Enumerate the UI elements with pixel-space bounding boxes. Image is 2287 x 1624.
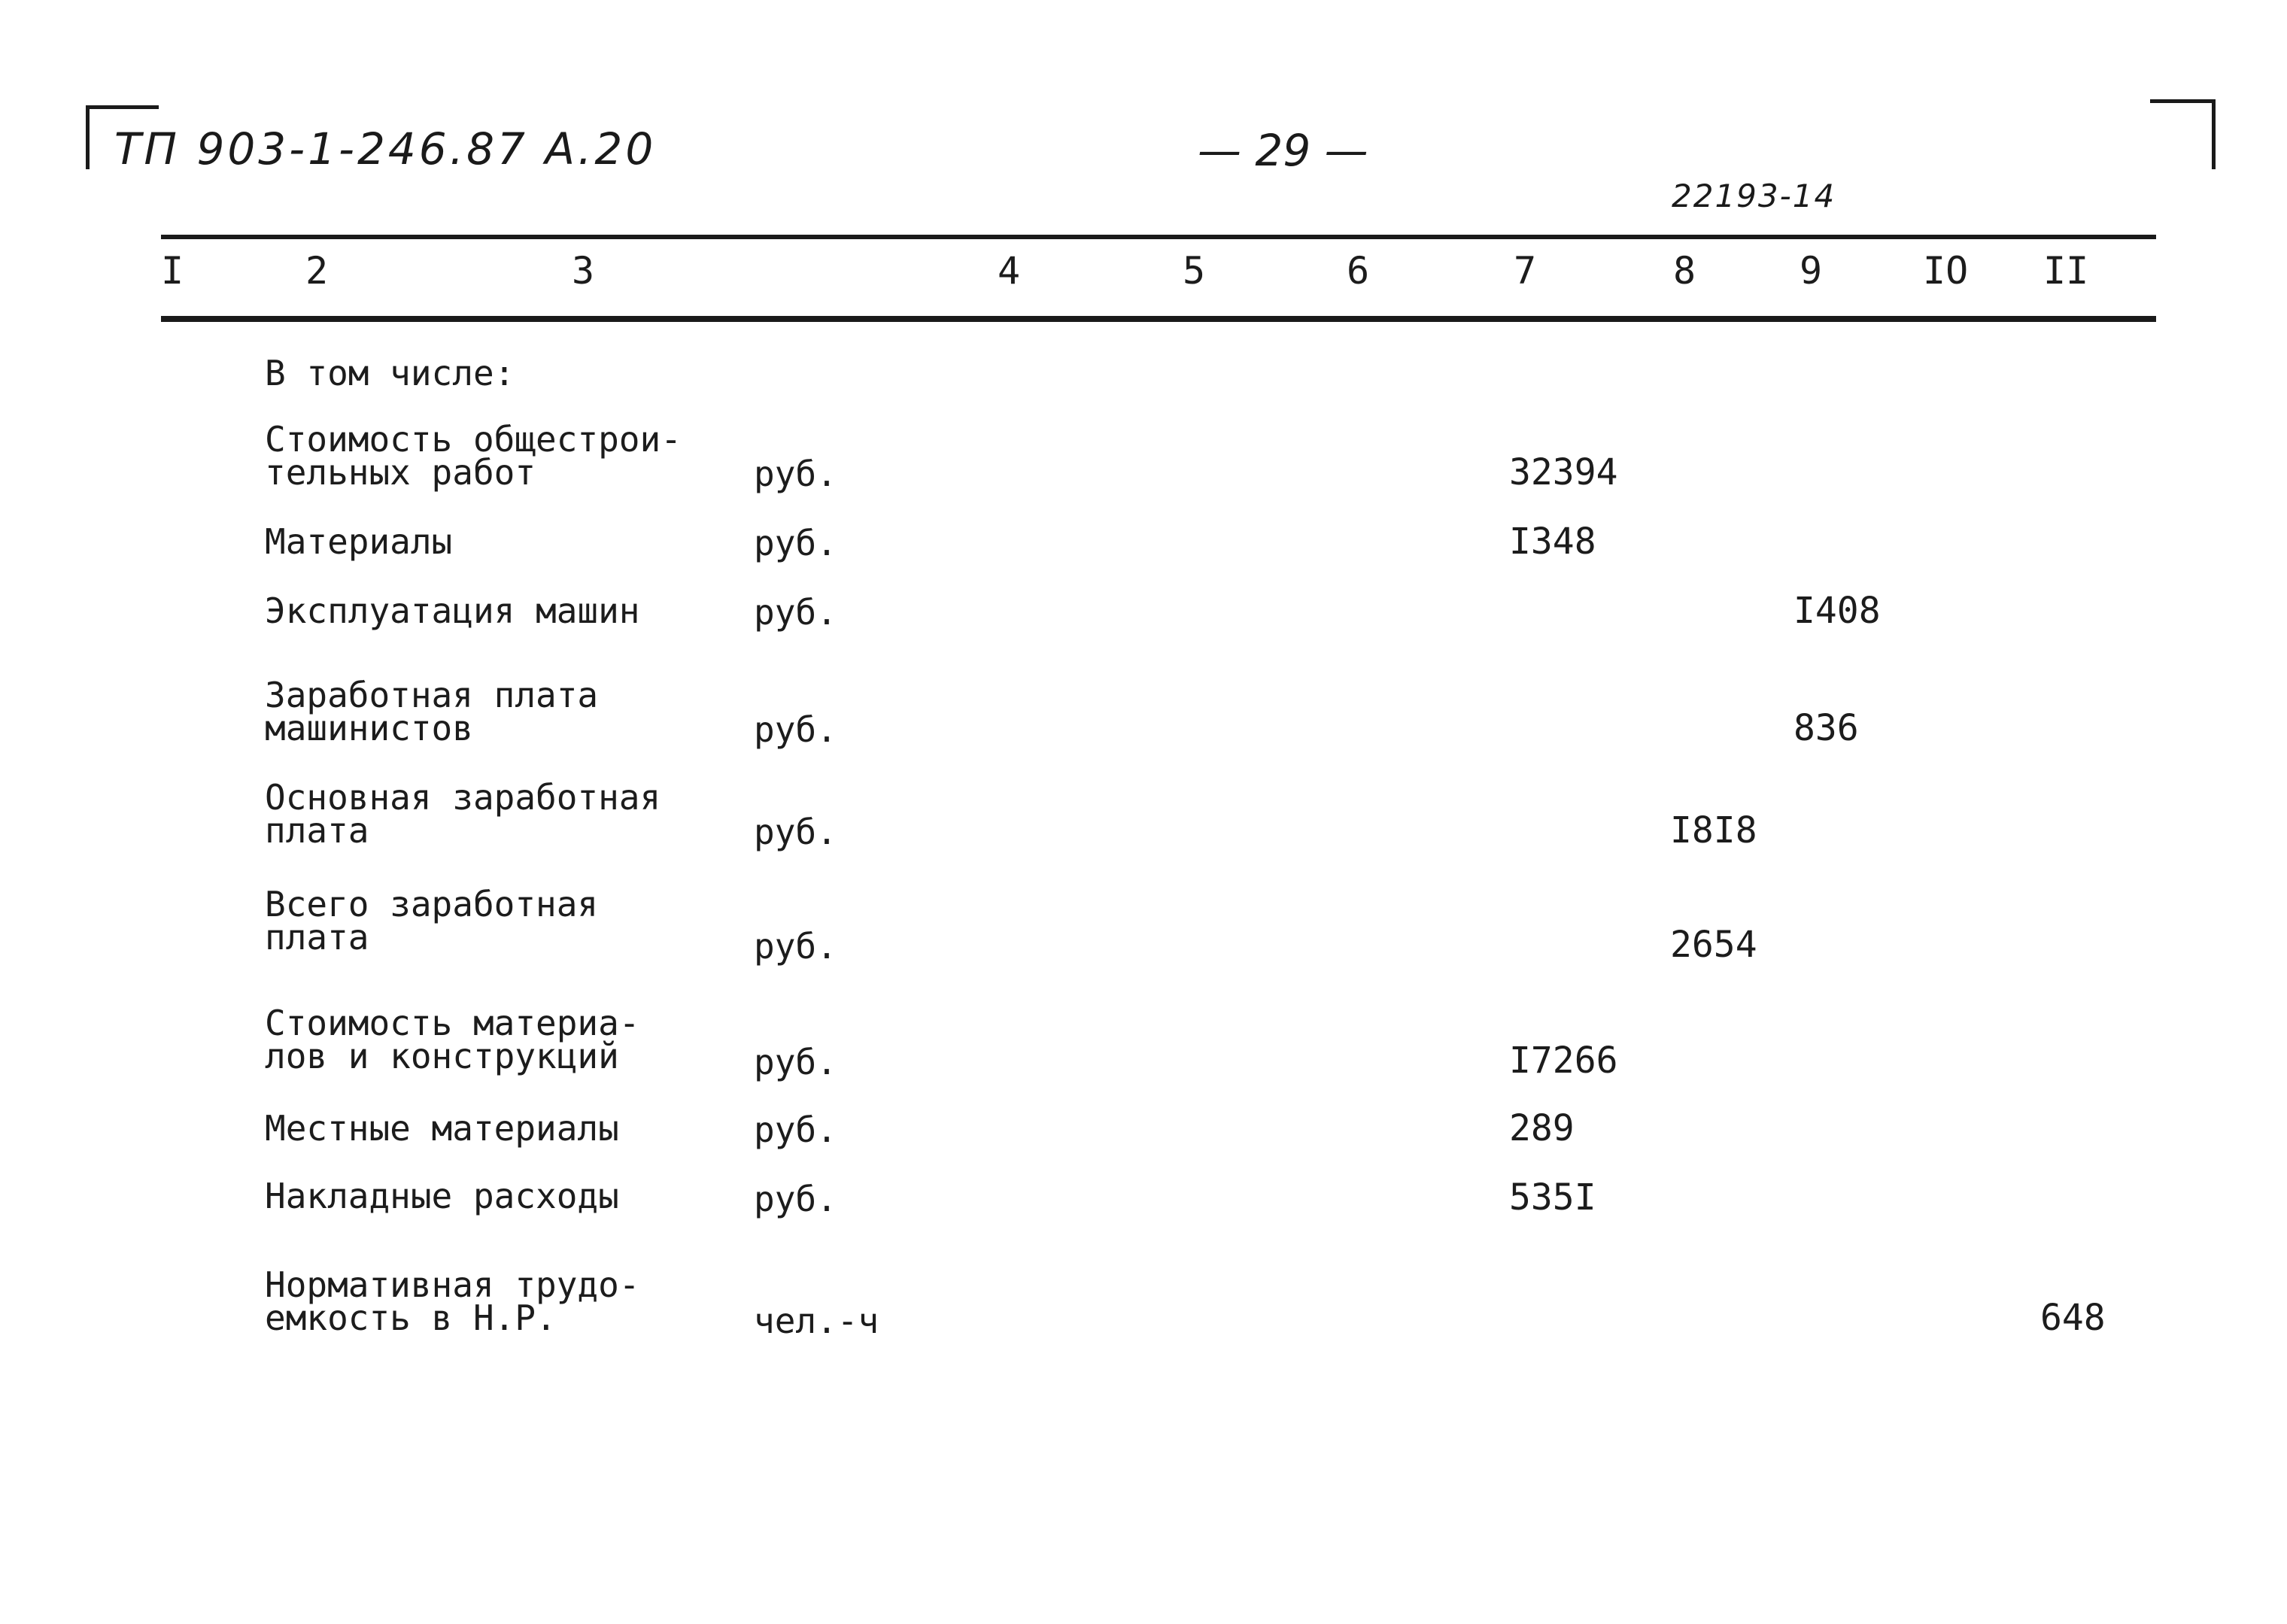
document-code: ТП 903-1-246.87 А.20 <box>114 123 657 175</box>
row-value: I8I8 <box>1670 809 1757 851</box>
column-number: 2 <box>305 249 329 293</box>
row-label-line: Эксплуатация машин <box>265 590 640 631</box>
sheet-reference: 22193-14 <box>1672 178 1836 214</box>
row-value: I408 <box>1793 590 1881 632</box>
page-number: — 29 — <box>1198 125 1368 176</box>
row-unit: руб. <box>754 454 837 494</box>
row-label-line: Стоимость общестрои- <box>265 419 682 460</box>
row-unit: руб. <box>754 1179 837 1219</box>
row-label-line: Материалы <box>265 521 453 562</box>
row-value: 289 <box>1509 1107 1575 1149</box>
row-value: 535I <box>1509 1176 1596 1219</box>
column-number: 4 <box>998 249 1021 293</box>
row-label-line: Нормативная трудо- <box>265 1264 640 1305</box>
row-label-line: Местные материалы <box>265 1108 619 1149</box>
column-number: 3 <box>572 249 595 293</box>
column-number: 9 <box>1800 249 1823 293</box>
row-value: 2654 <box>1670 924 1757 966</box>
row-label-line: емкость в Н.Р. <box>265 1298 557 1338</box>
row-unit: руб. <box>754 1109 837 1150</box>
table-header-rule <box>161 316 2156 322</box>
row-label-line: Стоимость материа- <box>265 1003 640 1043</box>
column-number: 6 <box>1347 249 1370 293</box>
row-value: 32394 <box>1509 451 1618 493</box>
row-unit: руб. <box>754 592 837 633</box>
row-value: 836 <box>1793 707 1859 749</box>
row-unit: руб. <box>754 926 837 967</box>
table-top-rule <box>161 235 2156 239</box>
column-number: 7 <box>1514 249 1537 293</box>
row-label-line: машинистов <box>265 708 473 748</box>
column-number: I <box>161 249 184 293</box>
row-value: 648 <box>2040 1297 2106 1339</box>
row-value: I7266 <box>1509 1040 1618 1082</box>
row-label-line: Заработная плата <box>265 675 599 715</box>
row-unit: руб. <box>754 709 837 750</box>
frame-corner-right <box>2150 99 2216 169</box>
column-number: II <box>2043 249 2089 293</box>
column-number: 5 <box>1183 249 1206 293</box>
row-unit: руб. <box>754 1042 837 1082</box>
row-label-line: лов и конструкций <box>265 1036 619 1076</box>
column-number: IO <box>1923 249 1969 293</box>
row-label-line: плата <box>265 917 369 958</box>
row-label-line: Основная заработная <box>265 777 661 818</box>
row-label-line: тельных работ <box>265 452 536 493</box>
row-unit: чел.-ч <box>754 1301 879 1341</box>
row-unit: руб. <box>754 523 837 563</box>
row-label-line: Всего заработная <box>265 884 599 924</box>
intro-label: В том числе: <box>265 353 515 393</box>
row-label-line: Накладные расходы <box>265 1176 619 1216</box>
column-number: 8 <box>1673 249 1696 293</box>
row-label-line: плата <box>265 810 369 851</box>
row-unit: руб. <box>754 812 837 852</box>
row-value: I348 <box>1509 521 1596 563</box>
